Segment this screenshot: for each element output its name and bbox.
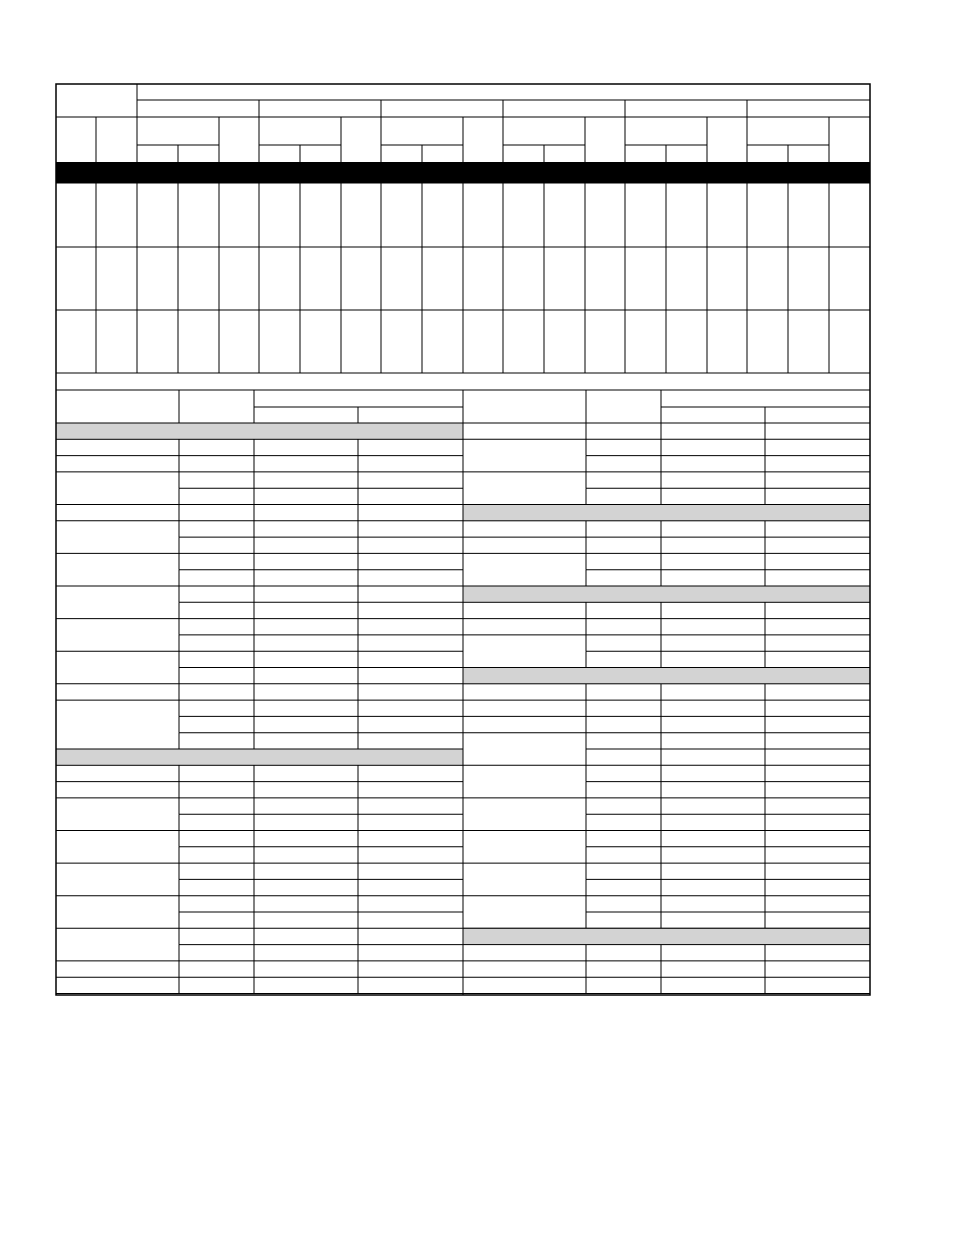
- shaded-section-row: [463, 586, 870, 602]
- shaded-section-row: [463, 928, 870, 944]
- shaded-section-row: [56, 749, 463, 765]
- section-banner: [56, 162, 870, 183]
- shaded-section-row: [463, 668, 870, 684]
- upper-spec-table: [56, 84, 870, 390]
- table-grid: [55, 83, 871, 996]
- document-title: [55, 83, 56, 84]
- shaded-section-row: [56, 423, 463, 439]
- shaded-section-row: [463, 505, 870, 521]
- document-sheet: [55, 83, 871, 996]
- lower-parts-table: [56, 390, 870, 995]
